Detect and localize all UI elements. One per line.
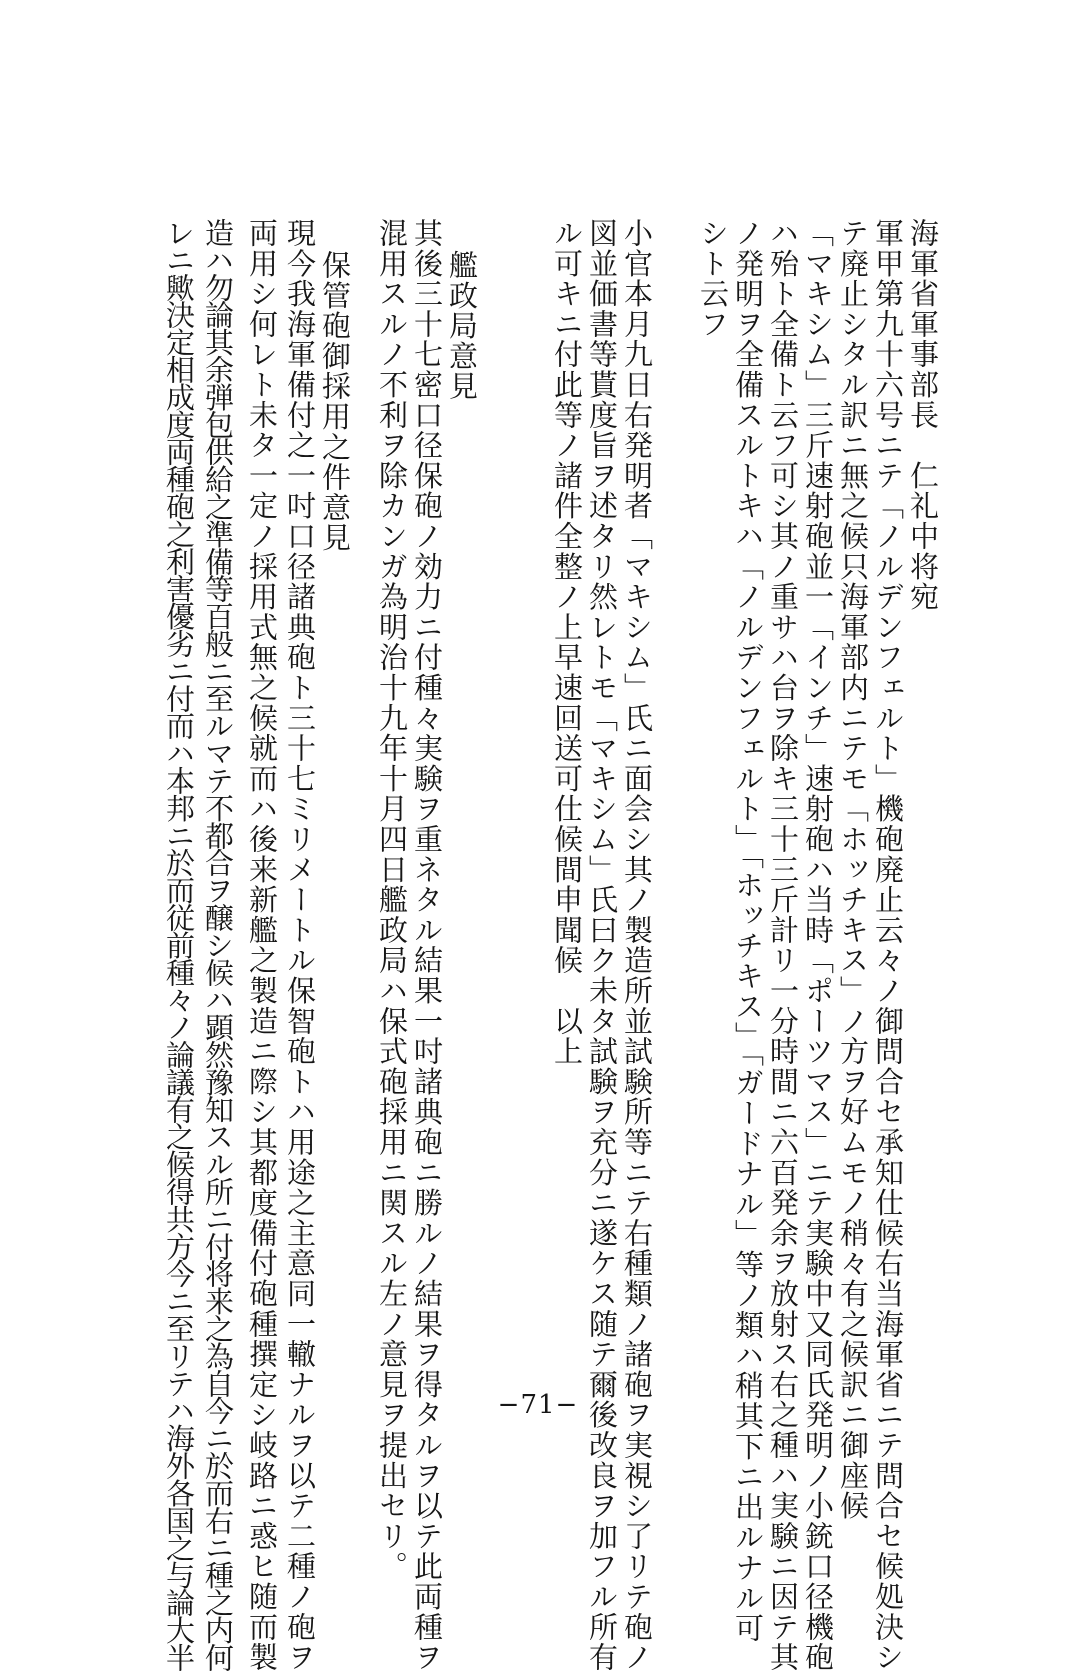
page-number: −71−	[497, 1390, 579, 1420]
recipient-line: 海軍省軍事部長 仁礼中将宛	[906, 218, 940, 612]
text-column-12: 其後三十七密口径保砲ノ効力ニ付種々実験ヲ重ネタル結果一吋諸典砲ニ勝ルノ結果ヲ得タルヲ以テ此両種ヲ	[410, 218, 444, 1672]
text-column-17: 造ハ勿論其余弾包供給之準備等百般ニ至ルマテ不都合ヲ醸シ候ハ顕然豫知スル所ニ付将来之為自今ニ於而右ニ種之内何	[201, 218, 235, 1671]
subsection-heading: 保管砲御採用之件意見	[318, 250, 352, 553]
section-heading: 艦政局意見	[445, 250, 479, 402]
text-column-2: 軍甲第九十六号ニテ「ノルデンフェルト」機砲廃止云々ノ御問合セ承知仕候右当海軍省ニテ問合セ候処決シ	[871, 218, 905, 1672]
text-column-18: レニ歟決定相成度両種砲之利害優劣ニ付而ハ本邦ニ於而従前種々ノ論議有之候得共方今ニ至リテハ海外各国之与論大半	[162, 218, 196, 1671]
text-column-3: テ廃止シタル訳ニ無之候只海軍部内ニテモ「ホッチキス」ノ方ヲ好ムモノ稍々有之候訳ニ御座候	[836, 218, 870, 1521]
text-column-4: 「マキシム」三斤速射砲並一「インチ」速射砲ハ当時「ポーツマス」ニテ実験中又同氏発明ノ小銃口径機砲	[801, 218, 835, 1672]
text-column-9: 図並価書等貰度旨ヲ述タリ然レトモ「マキシム」氏曰ク未タ試験ヲ充分ニ遂ケス随テ爾後改良ヲ加フル所有	[585, 218, 619, 1672]
text-column-16: 両用シ何レト未タ一定ノ採用式無之候就而ハ後来新艦之製造ニ際シ其都度備付砲種撰定シ岐路ニ惑ヒ随而製	[245, 218, 279, 1672]
text-column-8: 小官本月九日右発明者「マキシム」氏ニ面会シ其ノ製造所並試験所等ニテ右種類ノ諸砲ヲ実視シ了リテ砲ノ	[620, 218, 654, 1672]
text-column-7: シト云フ	[696, 218, 730, 340]
text-column-5: ハ殆ト全備ト云フ可シ其ノ重サハ台ヲ除キ三十三斤計リ一分時間ニ六百発余ヲ放射ス右之種ハ実験ニ因テ其	[766, 218, 800, 1672]
text-column-6: ノ発明ヲ全備スルトキハ「ノルデンフェルト」「ホッチキス」「ガードナル」等ノ類ハ稍其下ニ出ルナル可	[731, 218, 765, 1644]
text-column-10: ル可キニ付此等ノ諸件全整ノ上早速回送可仕候間申聞候 以上	[550, 218, 584, 1067]
text-column-15: 現今我海軍備付之一吋口径諸典砲ト三十七ミリメートル保智砲トハ用途之主意同一轍ナルヲ以テ二種ノ砲ヲ	[283, 218, 317, 1672]
text-column-13: 混用スルノ不利ヲ除カンガ為明治十九年十月四日艦政局ハ保式砲採用ニ関スル左ノ意見ヲ提出セリ。	[375, 218, 409, 1582]
